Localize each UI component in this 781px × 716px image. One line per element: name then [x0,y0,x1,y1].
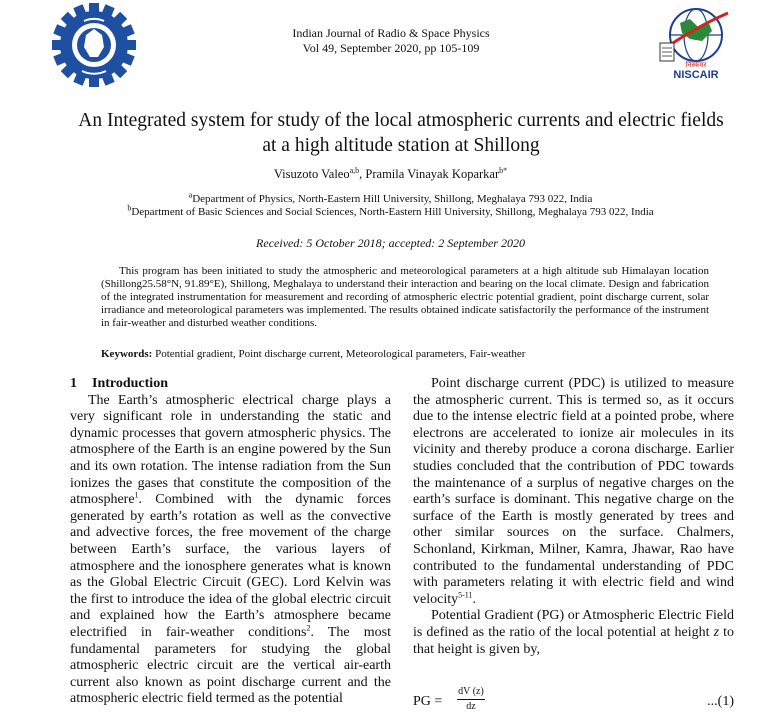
body-column-right [413,376,734,658]
author-2-affiliation-mark: b* [499,165,508,175]
equation-number: ...(1) [707,694,734,709]
keywords-label: Keywords: [101,348,153,360]
journal-name: Indian Journal of Radio & Space Physics [292,26,490,40]
section-heading [70,376,391,393]
paragraph-text: . The most fundamental parameters for studying the global atmospheric electric circuit are the vertical air-earth current also known as point discharge current and the atmospheric electric field termed as the potential [70,624,391,707]
intro-paragraph-1 [70,393,391,708]
section-number: 1 [70,376,77,391]
citation-1: 1 [134,490,139,500]
author-2: Pramila Vinayak Koparkar [365,167,500,181]
received-dates: Received: 5 October 2018; accepted: 2 September 2020 [256,236,525,250]
keywords-list: Potential gradient, Point discharge current, Meteorological parameters, Fair-weather [152,348,526,360]
affiliation-1 [0,190,781,205]
affiliation-2-text: Department of Basic Sciences and Social Sciences, North-Eastern Hill University, Shillong, Meghalaya 793 022, India [131,206,654,218]
fraction-bar [457,699,485,700]
paper-title [40,108,762,158]
paragraph-text: The Earth’s atmospheric electrical charge plays a very significant role in understanding the static and dynamic processes that govern atmospheric physics. The atmosphere of the Earth is an engine powered by the Sun and its own rotation. The intense radiation from the Sun ionizes the gases that constitute the composition of the atmosphere [70,392,391,508]
equation-fraction [457,686,485,713]
title-line-1: An Integrated system for study of the local atmospheric currents and electric fields [78,110,724,131]
paragraph-text: to that height is given by, [413,624,735,657]
equation-1 [413,686,734,716]
paragraph-text: Potential Gradient (PG) or Atmospheric Electric Field is defined as the ratio of the local potential at height [413,608,734,640]
journal-header [230,26,552,56]
author-separator: , [359,167,366,181]
affiliation-1-mark: a [188,190,193,200]
keywords [101,348,721,360]
journal-issue: Vol 49, September 2020, pp 105-109 [302,41,480,55]
csir-logo [44,2,144,88]
paragraph-text: Point discharge current (PDC) is utilized to measure the atmospheric current. This is termed so, as it occurs due to the intense electric field at a pointed probe, where electrons are accelerated to ionize air molecules in its vicinity and thereby produce a corona discharge. Earlier studies concluded that the contribution of PDC towards the maintenance of a surplus of negative charges on the earth’s surface is dominant. This negative charge on the surface of the Earth is mostly generated by trees and other similar sources on the surface. Chalmers, Schonland, Kirkman, Milner, Kamra, Jhawar, Rao have contributed to the fundamental understanding of PDC with parameters relating it with electric field and wind velocity [413,376,734,607]
affiliation-2 [0,203,781,218]
section-title: Introduction [92,376,168,391]
pdc-paragraph [413,376,734,608]
paragraph-text: . [472,591,476,607]
affiliation-2-mark: b [127,203,132,213]
pg-paragraph [413,608,734,658]
niscair-hindi-text: निस्केयर [685,61,707,69]
equation-lhs: PG = [413,694,443,709]
abstract: This program has been initiated to study the atmospheric and meteorological parameters at a high altitude sub Himalayan location (Shillong25.58°N, 91.89°E), Shillong, Meghalaya to understand their interaction and bearing on the local climate. Design and fabrication of the integrated instrumentation for measurement and recording of atmospheric electric potential gradient, point discharge current, solar irradiance and meteorological parameters was implemented. The results obtained indicate satisfactorily the performance of the instrument in fair-weather and disturbed weather conditions. [101,265,709,329]
citation-5-11: 5-11 [458,590,473,600]
author-list [0,167,781,182]
niscair-text: NISCAIR [673,69,719,81]
equation-numerator: dV (z) [458,686,484,697]
citation-2: 2 [306,623,311,633]
title-line-2: at a high altitude station at Shillong [262,135,540,156]
niscair-logo [650,5,742,85]
author-1: Visuzoto Valeo [273,167,350,181]
author-1-affiliation-mark: a,b [349,165,360,175]
body-column-left [70,376,391,708]
equation-denominator: dz [466,701,476,712]
affiliation-1-text: Department of Physics, North-Eastern Hill University, Shillong, Meghalaya 793 022, India [192,193,593,205]
paragraph-text: . Combined with the dynamic forces generated by earth’s rotation as well as the convective and advective forces, the free movement of the charge between Earth’s surface, the various layers of atmosphere and the ionosphere generates what is known as the Global Electric Circuit (GEC). Lord Kelvin was the first to introduce the idea of the global electric circuit and explained how the Earth’s atmosphere became electrified in fair-weather conditions [70,492,391,640]
height-variable: z [713,624,720,640]
